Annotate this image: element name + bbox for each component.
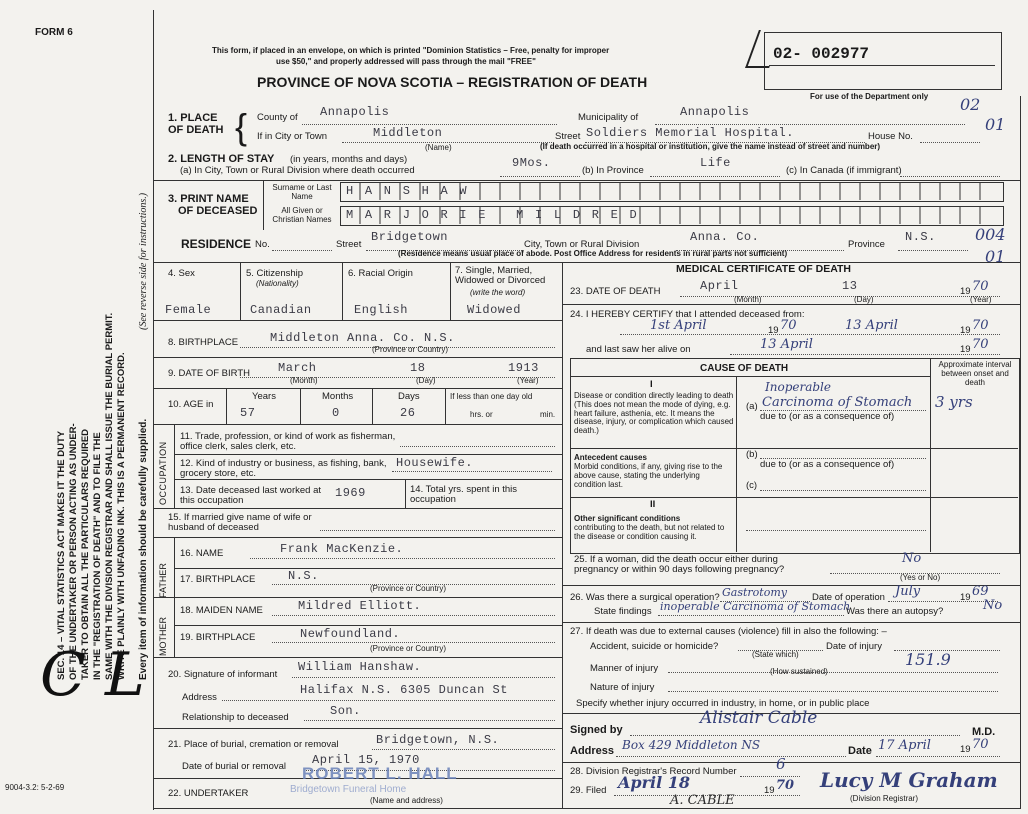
part-one-label: I — [650, 379, 653, 390]
death-day: 13 — [842, 279, 858, 293]
postal-note-1: This form, if placed in an envelope, on which is printed "Dominion Statistics – Free, penalty for improper — [212, 46, 610, 55]
part-two-label: II — [650, 499, 656, 510]
interval-a: 3 yrs — [935, 393, 973, 411]
burial-date-label: Date of burial or removal — [182, 761, 287, 772]
last-saw-date: 13 April — [760, 337, 813, 352]
name-caption: (Name) — [425, 143, 452, 152]
citizenship-sub: (Nationality) — [256, 279, 299, 288]
side-notice-6: WRITE PLAINLY WITH UNFADING INK. THIS IS A PERMANENT RECORD. — [116, 352, 127, 680]
age-days: 26 — [400, 406, 416, 420]
q29-label: 29. Filed — [570, 785, 607, 796]
dept-code-2: 01 — [985, 115, 1006, 134]
age-months: 0 — [332, 406, 340, 420]
q12-label: 12. Kind of industry or business, as fishing, bank, grocery store, etc. — [180, 458, 387, 480]
attended-from: 1st April — [650, 318, 707, 333]
relationship-label: Relationship to deceased — [182, 712, 289, 723]
death-month-cap: (Month) — [734, 295, 762, 304]
dob-year-cap: (Year) — [517, 376, 539, 385]
registration-box — [764, 32, 1002, 90]
undertaker-stamp: ROBERT L. HALL — [302, 764, 458, 783]
manner-label: Manner of injury — [590, 663, 659, 674]
q24-label: 24. I HEREBY CERTIFY that I attended deceased from: — [570, 309, 805, 320]
op-year: 69 — [972, 584, 989, 599]
birthplace-label: 8. BIRTHPLACE — [168, 337, 239, 348]
op-date-label: Date of operation — [812, 592, 885, 603]
interval-label: Approximate interval between onset and death — [938, 360, 1012, 387]
registration-number: 02- 002977 — [773, 45, 870, 63]
form-code: 9004-3.2: 5-2-69 — [5, 783, 65, 792]
q25-value: No — [902, 551, 922, 566]
dob-year: 1913 — [508, 361, 539, 375]
dob-label: 9. DATE OF BIRTH — [168, 368, 250, 379]
dob-month-cap: (Month) — [290, 376, 318, 385]
medical-title: MEDICAL CERTIFICATE OF DEATH — [676, 263, 851, 275]
father-name-value: Frank MacKenzie. — [280, 542, 404, 556]
side-notice-7: Every item of information should be carefully supplied. — [138, 418, 149, 680]
registrar-signature: Lucy M Graham — [820, 768, 998, 792]
age-years: 57 — [240, 406, 256, 420]
street-value: Soldiers Memorial Hospital. — [586, 126, 794, 140]
stay-c-label: (c) In Canada (if immigrant) — [786, 165, 902, 176]
sex-label: 4. Sex — [168, 268, 195, 279]
how-sustained: (How sustained) — [770, 667, 828, 676]
attend-yr1-prefix: 19 — [768, 325, 779, 336]
marital-value: Widowed — [467, 303, 521, 317]
antecedent-desc: Morbid conditions, if any, giving rise to the above cause, stating the underlying condition last. — [574, 462, 723, 489]
md-label: M.D. — [972, 726, 996, 738]
q11-label: 11. Trade, profession, or kind of work as fisherman, office clerk, sales clerk, etc. — [180, 431, 396, 453]
age-years-cap: Years — [252, 391, 276, 402]
dept-use-label: For use of the Department only — [810, 92, 929, 101]
due-to-2: due to (or as a consequence of) — [760, 459, 895, 470]
age-label: 10. AGE in — [168, 399, 214, 410]
death-year-prefix: 19 — [960, 286, 971, 297]
attend-yr2-prefix: 19 — [960, 325, 971, 336]
dob-day: 18 — [410, 361, 426, 375]
marital-label: 7. Single, Married, Widowed or Divorced — [455, 265, 546, 287]
q28-label: 28. Division Registrar's Record Number — [570, 766, 737, 777]
age-months-cap: Months — [322, 391, 354, 402]
q12-value: Housewife. — [396, 456, 474, 470]
attended-yr2: 70 — [972, 318, 989, 333]
birthplace-caption: (Province or Country) — [372, 345, 449, 354]
street-label: Street — [555, 131, 581, 142]
side-notice-2: OF THE UNDERTAKER OR PERSON ACTING AS UNDER- — [68, 423, 79, 680]
place-of-death-label: 1. PLACE OF DEATH — [168, 112, 224, 137]
less-than-day-label: If less than one day old — [450, 392, 533, 401]
residence-note: (Residence means usual place of abode. Post Office Address for residents in rural parts not sufficient) — [398, 249, 788, 258]
dept-code-1: 02 — [960, 95, 981, 114]
of-deceased-label: OF DECEASED — [178, 205, 258, 217]
findings-label: State findings — [594, 606, 652, 617]
autopsy-value: No — [983, 598, 1003, 613]
side-notice-4: IN THE "REGISTRATION OF DEATH" AND TO FILE THE — [92, 432, 103, 680]
residence-province-label: Province — [848, 239, 885, 250]
undertaker-caption: (Name and address) — [370, 796, 443, 805]
stay-units: (in years, months and days) — [290, 154, 408, 165]
undertaker-stamp-sub: Bridgetown Funeral Home — [290, 784, 407, 795]
residence-no-label: No. — [255, 239, 270, 250]
informant-address: Halifax N.S. 6305 Duncan St — [300, 683, 508, 697]
op-year-prefix: 19 — [960, 592, 971, 603]
findings-value: inoperable Carcinoma of Stomach — [660, 600, 851, 613]
postal-note-2: use $50," and properly addressed will pass through the mail "FREE" — [276, 57, 536, 66]
father-birth-caption: (Province or Country) — [370, 584, 447, 593]
marital-sub: (write the word) — [470, 288, 526, 297]
burial-date: April 15, 1970 — [312, 753, 420, 767]
filed-year-prefix: 19 — [764, 785, 775, 796]
mother-side-label: MOTHER — [158, 617, 168, 656]
filed-date: April 18 — [618, 773, 691, 792]
hospital-note: (If death occurred in a hospital or institution, give the name instead of street and number) — [540, 142, 881, 151]
residence-street-value: Bridgetown — [371, 230, 449, 244]
county-label: County of — [257, 112, 298, 123]
side-notice-5: SAME WITH THE DIVISION REGISTRAR AND SHALL ISSUE THE BURIAL PERMIT. — [104, 312, 115, 680]
q26-value: Gastrotomy — [722, 586, 787, 599]
citizenship-value: Canadian — [250, 303, 312, 317]
surname-label: Surname or Last Name — [272, 183, 332, 201]
stay-a-label: (a) In City, Town or Rural Division where death occurred — [180, 165, 415, 176]
father-birthplace-value: N.S. — [288, 569, 319, 583]
last-saw-year: 70 — [972, 337, 989, 352]
stay-a-value: 9Mos. — [512, 156, 551, 170]
dob-month: March — [278, 361, 317, 375]
mother-name-value: Mildred Elliott. — [298, 599, 422, 613]
last-yr-prefix: 19 — [960, 344, 971, 355]
cert-date: 17 April — [878, 738, 931, 753]
icd-code: 151.9 — [905, 650, 951, 669]
q14-label: 14. Total yrs. spent in this occupation — [410, 484, 518, 506]
stay-b-value: Life — [700, 156, 731, 170]
dept-code-3: 004 — [975, 225, 1006, 244]
burial-place: Bridgetown, N.S. — [376, 733, 500, 747]
municipality-label: Municipality of — [578, 112, 639, 123]
record-number: 6 — [776, 755, 786, 773]
informant-label: 20. Signature of informant — [168, 669, 278, 680]
informant-name: William Hanshaw. — [298, 660, 422, 674]
signed-by-label: Signed by — [570, 724, 623, 736]
sex-value: Female — [165, 303, 212, 317]
death-month: April — [700, 279, 739, 293]
direct-cause-label: Disease or condition directly leading to death (This does not mean the mode of dying, e.g. heart failure, asthenia, etc. It means the disease, injury, or complication which caused death.) — [574, 391, 734, 436]
residence-city-label: City, Town or Rural Division — [524, 239, 640, 250]
due-to-1: due to (or as a consequence of) — [760, 411, 895, 422]
other-conditions-label: Other significant conditions — [574, 514, 681, 523]
autopsy-label: Was there an autopsy? — [846, 606, 944, 617]
form-number: FORM 6 — [35, 27, 73, 38]
attended-to: 13 April — [845, 318, 898, 333]
death-year: 70 — [972, 279, 989, 294]
death-year-cap: (Year) — [970, 295, 992, 304]
city-value: Middleton — [373, 126, 443, 140]
side-notice-3: TAKER TO OBTAIN ALL THE PARTICULARS REQUIRED — [80, 428, 91, 680]
brace-icon: { — [235, 106, 248, 147]
residence-street-label: Street — [336, 239, 362, 250]
municipality-value: Annapolis — [680, 105, 750, 119]
residence-label: RESIDENCE — [181, 237, 252, 251]
mother-birthplace-label: 19. BIRTHPLACE — [180, 632, 256, 643]
death-day-cap: (Day) — [854, 295, 874, 304]
filed-year: 70 — [776, 778, 795, 793]
informant-address-label: Address — [182, 692, 217, 703]
given-names-value: MARJORIE MILDRED — [346, 208, 649, 222]
hrs-label: hrs. or — [470, 410, 493, 419]
side-notice-1: SEC. 14 – VITAL STATISTICS ACT MAKES IT THE DUTY — [56, 430, 67, 680]
q13-label: 13. Date deceased last worked at this occupation — [180, 485, 322, 507]
cause-a-line1: Inoperable — [765, 380, 831, 394]
length-of-stay-label: 2. LENGTH OF STAY — [168, 153, 275, 165]
racial-origin-value: English — [354, 303, 408, 317]
physician-address: Box 429 Middleton NS — [622, 738, 761, 752]
residence-city-value: Anna. Co. — [690, 230, 760, 244]
county-value: Annapolis — [320, 105, 390, 119]
initials-mark: C L — [40, 640, 145, 710]
burial-label: 21. Place of burial, cremation or removal — [168, 739, 339, 750]
father-side-label: FATHER — [158, 563, 168, 598]
physician-signature: Alistair Cable — [700, 708, 818, 728]
min-label: min. — [540, 410, 556, 419]
last-saw-label: and last saw her alive on — [586, 344, 691, 355]
city-label: If in City or Town — [257, 131, 328, 142]
stay-b-label: (b) In Province — [582, 165, 644, 176]
father-name-label: 16. NAME — [180, 548, 224, 559]
surname-value: HANSHAW — [346, 184, 479, 198]
op-date: July — [895, 584, 921, 599]
dob-day-cap: (Day) — [416, 376, 436, 385]
maiden-name-label: 18. MAIDEN NAME — [180, 605, 263, 616]
dept-code-4: 01 — [985, 247, 1006, 266]
undertaker-label: 22. UNDERTAKER — [168, 788, 249, 799]
cause-a-line2: Carcinoma of Stomach — [762, 395, 913, 410]
mother-birth-caption: (Province or Country) — [370, 644, 447, 653]
q13-value: 1969 — [335, 486, 366, 500]
other-conditions-desc: contributing to the death, but not related to the disease or condition causing it. — [574, 523, 725, 541]
cable-stamp: A. CABLE — [670, 793, 735, 808]
print-name-label: 3. PRINT NAME — [168, 193, 249, 205]
attended-yr1: 70 — [780, 318, 797, 333]
cert-year-prefix: 19 — [960, 744, 971, 755]
q25-yes-no: (Yes or No) — [900, 573, 941, 582]
q15-label: 15. If married give name of wife or husband of deceased — [168, 512, 312, 534]
given-label: All Given or Christian Names — [272, 206, 332, 224]
age-days-cap: Days — [398, 391, 420, 402]
relationship-value: Son. — [330, 704, 361, 718]
cert-date-label: Date — [848, 745, 872, 757]
house-label: House No. — [868, 131, 913, 142]
residence-province-value: N.S. — [905, 230, 936, 244]
side-notice-8: (See reverse side for instructions.) — [138, 192, 149, 330]
physician-address-label: Address — [570, 745, 615, 757]
form-title: PROVINCE OF NOVA SCOTIA – REGISTRATION OF DEATH — [257, 74, 648, 90]
state-which: (State which) — [752, 650, 799, 659]
accident-label: Accident, suicide or homicide? — [590, 641, 719, 652]
injury-date-label: Date of injury — [826, 641, 882, 652]
specify-label: Specify whether injury occurred in industry, in home, or in public place — [576, 698, 870, 709]
date-of-death-label: 23. DATE OF DEATH — [570, 286, 661, 297]
citizenship-label: 5. Citizenship — [246, 268, 304, 279]
cert-year: 70 — [972, 737, 989, 752]
q26-label: 26. Was there a surgical operation? — [570, 592, 720, 603]
racial-origin-label: 6. Racial Origin — [348, 268, 413, 279]
q25-label: 25. If a woman, did the death occur either during pregnancy or within 90 days following pregnancy? — [574, 554, 785, 576]
father-birthplace-label: 17. BIRTHPLACE — [180, 574, 256, 585]
nature-label: Nature of injury — [590, 682, 655, 693]
registrar-caption: (Division Registrar) — [850, 794, 919, 803]
birthplace-value: Middleton Anna. Co. N.S. — [270, 331, 455, 345]
antecedent-label: Antecedent causes — [574, 453, 647, 462]
q27-label: 27. If death was due to external causes (violence) fill in also the following: – — [570, 626, 887, 637]
mother-birthplace-value: Newfoundland. — [300, 627, 401, 641]
occupation-side-label: OCCUPATION — [158, 441, 168, 505]
cause-title: CAUSE OF DEATH — [700, 363, 789, 374]
